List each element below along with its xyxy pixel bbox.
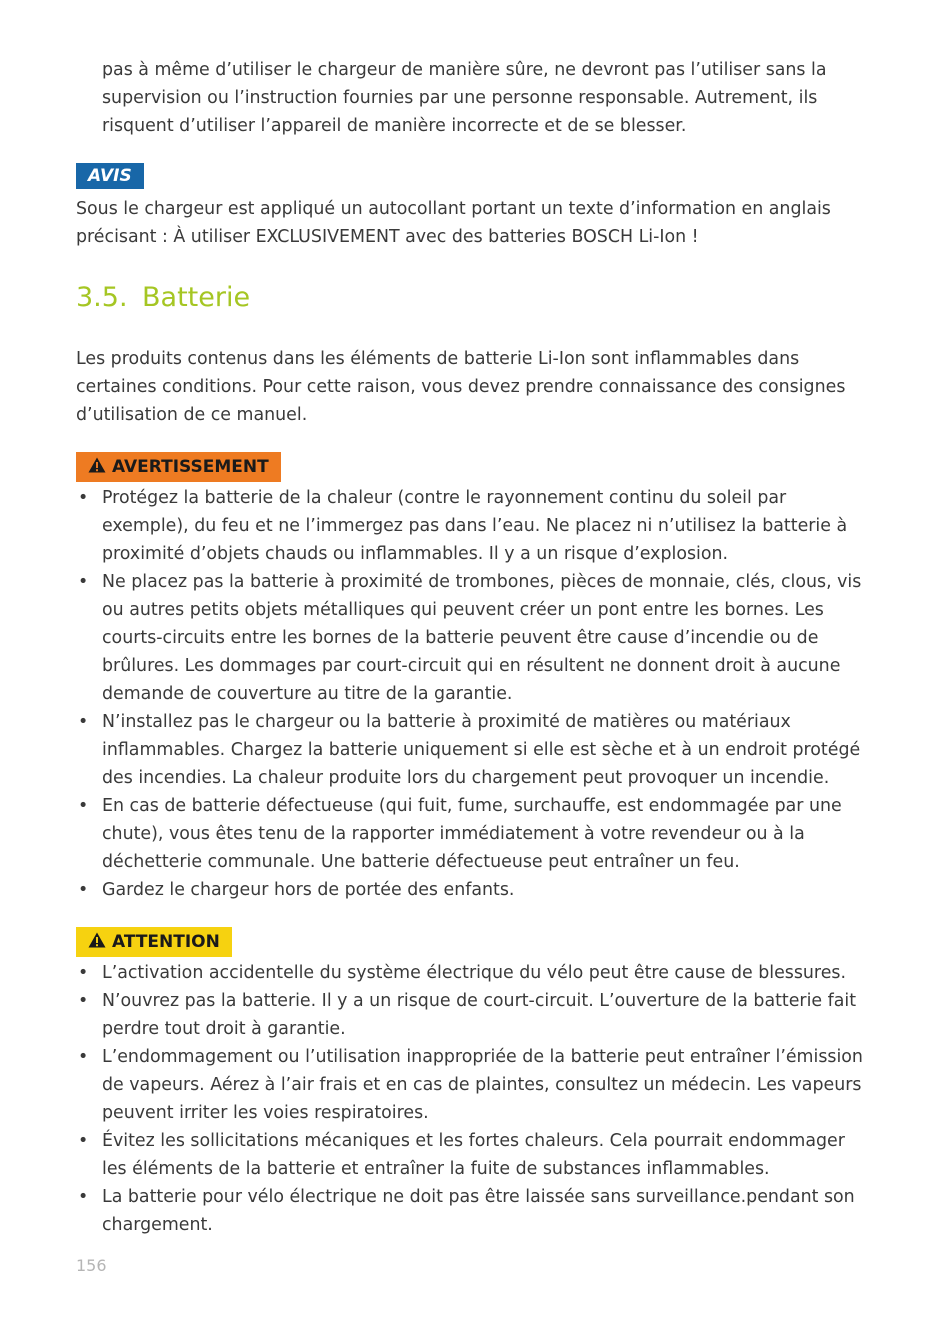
caution-label-text: ATTENTION [112,932,220,952]
list-item: • L’endommagement ou l’utilisation inappropriée de la batterie peut entraîner l’émission de vapeurs. Aérez à l’air frais et en cas de plaintes, consultez un médecin. Les vapeurs peuvent irriter les voies respiratoires. [76,1043,866,1127]
list-item: • En cas de batterie défectueuse (qui fuit, fume, surchauffe, est endommagée par une chute), vous êtes tenu de la rapporter immédiatement à votre revendeur ou à la déchetterie communale. Une batterie défectueuse peut entraîner un feu. [76,792,866,876]
list-item: • Évitez les sollicitations mécaniques et les fortes chaleurs. Cela pourrait endommager les éléments de la batterie et entraîner la fuite de substances inflammables. [76,1127,866,1183]
list-item: • Gardez le chargeur hors de portée des enfants. [76,876,866,904]
list-item: • Protégez la batterie de la chaleur (contre le rayonnement continu du soleil par exemple), du feu et ne l’immergez pas dans l’eau. Ne placez ni n’utilisez la batterie à proximité d’objets chauds ou inflammables. Il y a un risque d’explosion. [76,484,866,568]
warning-label-text: AVERTISSEMENT [112,457,269,477]
list-item: • L’activation accidentelle du système électrique du vélo peut être cause de blessures. [76,959,866,987]
list-item: • Ne placez pas la batterie à proximité de trombones, pièces de monnaie, clés, clous, vis ou autres petits objets métalliques qui peuvent créer un pont entre les bornes. Les courts-circuits entre les bornes de la batterie peuvent être cause d’incendie ou de brûlures. Les dommages par court-circuit qui en résultent ne donnent droit à aucune demande de couverture au titre de la garantie. [76,568,866,708]
list-item: • La batterie pour vélo électrique ne doit pas être laissée sans surveillance.pendant son chargement. [76,1183,866,1239]
warning-list [76,484,866,904]
section-intro: Les produits contenus dans les éléments de batterie Li-Ion sont inflammables dans certaines conditions. Pour cette raison, vous devez prendre connaissance des consignes d’utilisation de ce manuel. [76,349,846,425]
notice-text: Sous le chargeur est appliqué un autocollant portant un texte d’information en anglais précisant : À utiliser EXCLUSIVEMENT avec des batteries BOSCH Li-Ion ! [76,199,831,247]
list-item: • N’ouvrez pas la batterie. Il y a un risque de court-circuit. L’ouverture de la batterie fait perdre tout droit à garantie. [76,987,866,1043]
page-number: 156 [76,1256,107,1275]
warning-label [76,452,281,482]
page-content [76,56,866,1239]
intro-continuation: pas à même d’utiliser le chargeur de manière sûre, ne devront pas l’utiliser sans la supervision ou l’instruction fournies par une personne responsable. Autrement, ils risquent d’utiliser l’appareil de manière incorrecte et de se blesser. [102,60,827,136]
section-number: 3.5. [76,282,128,313]
warning-triangle-icon [88,457,106,473]
warning-triangle-icon [88,932,106,948]
section-heading [76,280,866,316]
caution-list [76,959,866,1239]
section-title: Batterie [142,282,251,313]
list-item: • N’installez pas le chargeur ou la batterie à proximité de matières ou matériaux inflammables. Chargez la batterie uniquement si elle est sèche et à un endroit protégé des incendies. La chaleur produite lors du chargement peut provoquer un incendie. [76,708,866,792]
caution-label [76,927,232,957]
notice-label: AVIS [76,163,144,189]
